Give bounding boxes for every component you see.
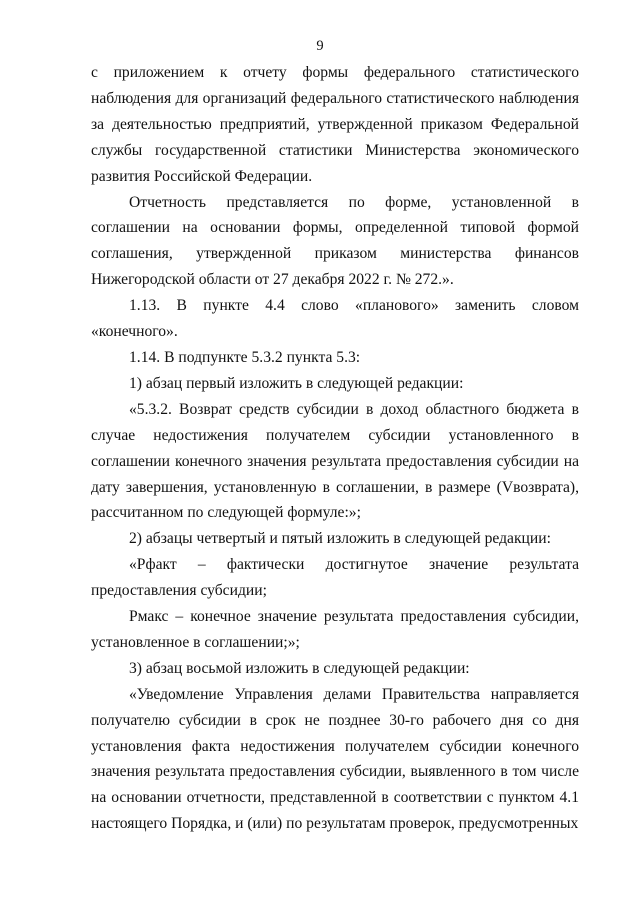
page-number: 9 [316,38,324,54]
paragraph-reporting-form: Отчетность представляется по форме, установленной в соглашении на основании формы, определенной типовой формой соглашения, утвержденной приказом министерства финансов Нижегородской области от 27 декабря 2022 г. № 272.». [91,193,579,289]
paragraph-definition-rfakt: «Рфакт – фактически достигнутое значение результата предоставления субсидии; [91,556,579,600]
paragraph-subitem-1: 1) абзац первый изложить в следующей редакции: [129,374,464,392]
paragraph-subitem-3: 3) абзац восьмой изложить в следующей редакции: [129,659,470,677]
paragraph-definition-rrez: Рмакс – конечное значение результата предоставления субсидии, установленное в соглашении;»; [91,608,579,651]
paragraph-subitem-2: 2) абзацы четвертый и пятый изложить в следующей редакции: [129,530,551,548]
paragraph-item-1-14: 1.14. В подпункте 5.3.2 пункта 5.3: [129,348,361,366]
paragraph-notification-quote: «Уведомление Управления делами Правительства направляется получателю субсидии в срок не позднее 30-го рабочего дня со дня установления факта недостижения получателем субсидии конечного значения результата предоставления субсидии, выявленного в том числе на основании отчетности, представленной в соответствии с пунктом 4.1 настоящего Порядка, и (или) по результатам проверок, предусмотренных [91,685,579,833]
paragraph-item-1-13: 1.13. В пункте 4.4 слово «планового» заменить словом «конечного». [91,297,579,341]
document-body [91,60,579,837]
paragraph-continuation: с приложением к отчету формы федерального статистического наблюдения для организаций федерального статистического наблюдения за деятельностью предприятий, утвержденной приказом Федеральной службы государственной статистики Министерства экономического развития Российской Федерации. [91,64,579,185]
paragraph-quote-5-3-2: «5.3.2. Возврат средств субсидии в доход областного бюджета в случае недостижения получателем субсидии установленного в соглашении конечного значения результата предоставления субсидии на дату завершения, установленную в соглашении, в размере (Vвозврата), рассчитанном по следующей формуле:»; [91,400,579,522]
